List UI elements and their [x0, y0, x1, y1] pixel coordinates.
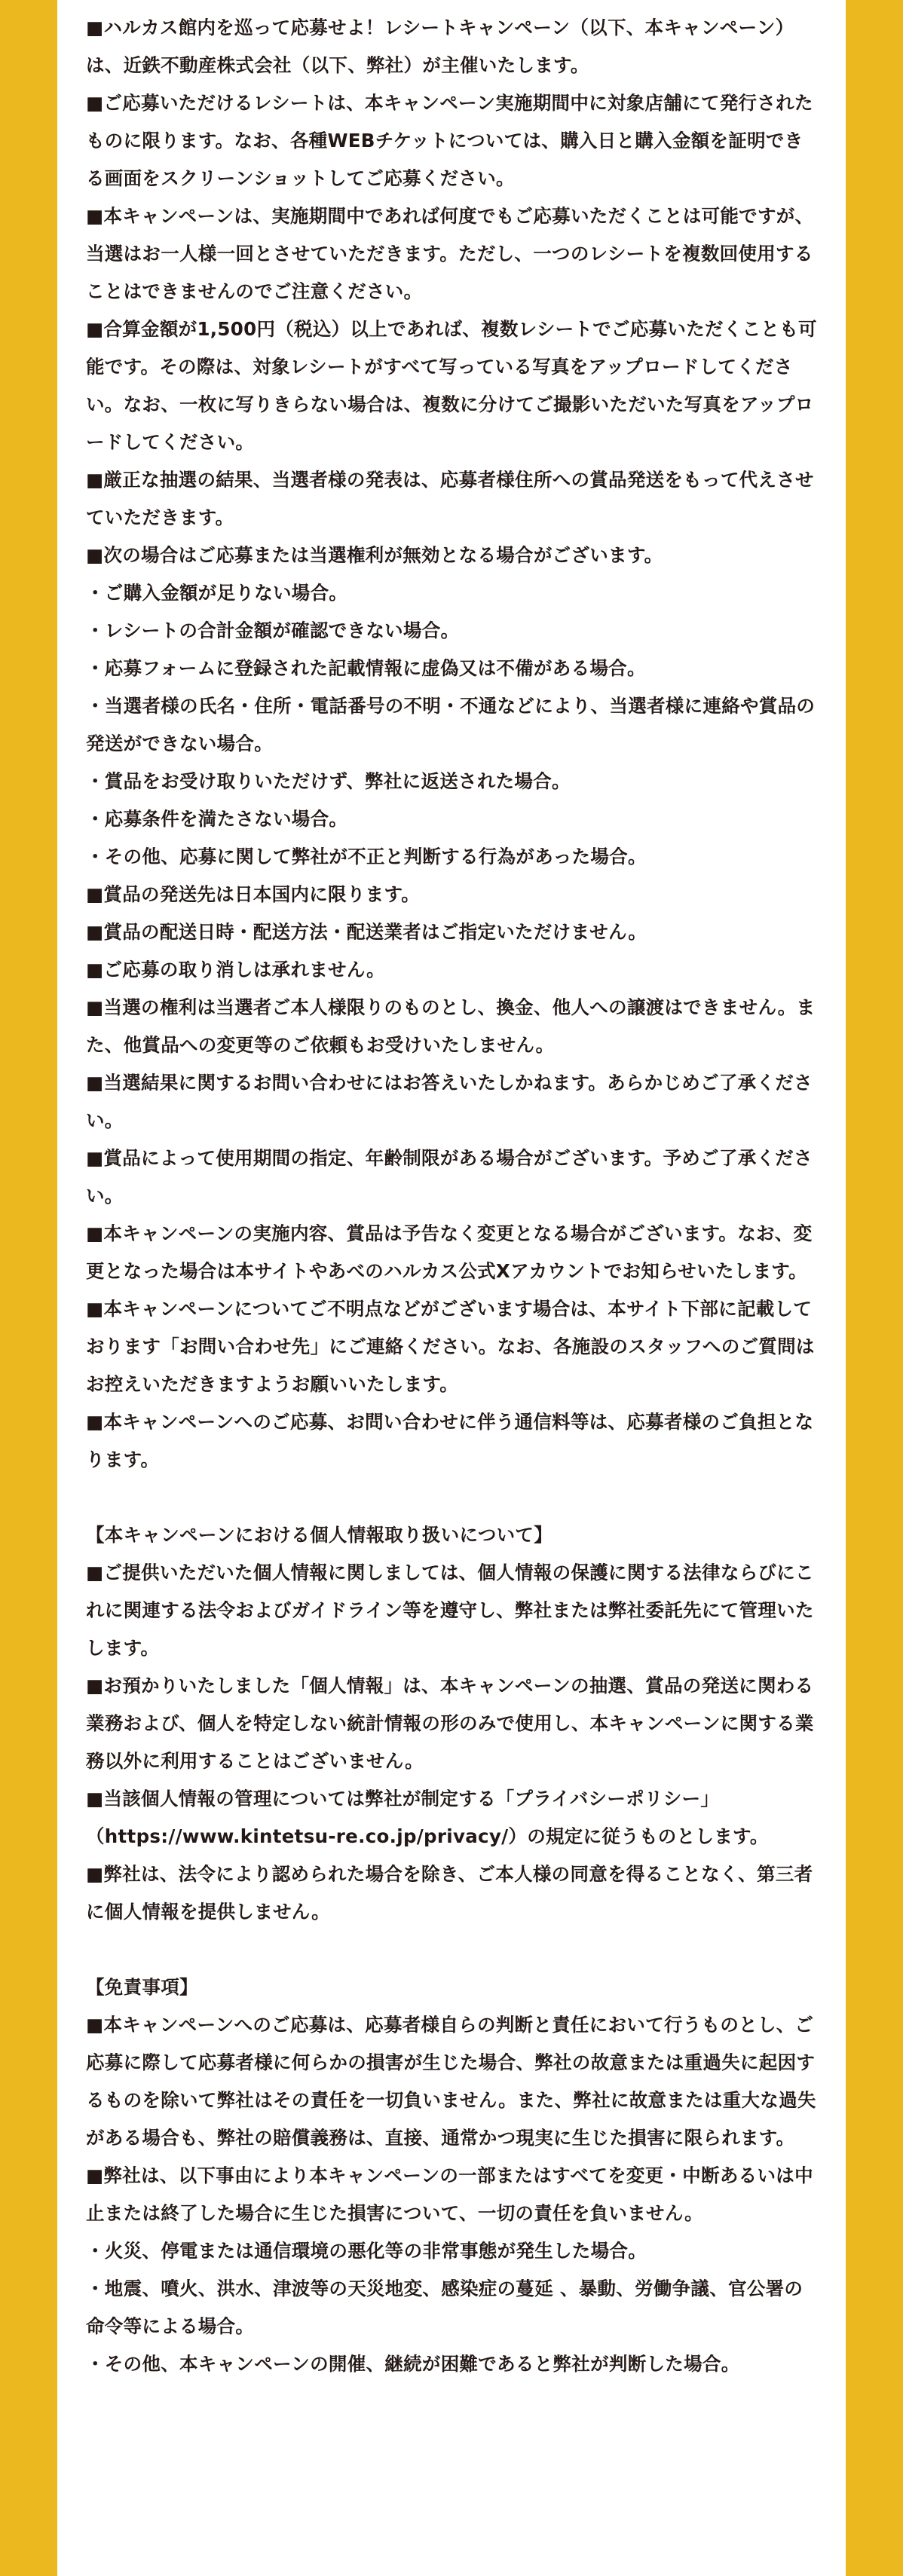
- invalid-condition-item: ・応募条件を満たさない場合。: [86, 808, 348, 830]
- disclaimer-section: [86, 1969, 817, 2383]
- rule-item: ■合算金額が1,500円（税込）以上であれば、複数レシートでご応募いただくことも可能です。その際は、対象レシートがすべて写っている写真をアップロードしてください。なお、一枚に写りきらない場合は、複数に分けてご撮影いただいた写真をアップロードしてください。: [86, 318, 817, 453]
- rule-item: ■賞品の発送先は日本国内に限ります。: [86, 883, 421, 905]
- rules-section: [86, 9, 817, 1479]
- rule-item: ■ご応募の取り消しは承れません。: [86, 959, 385, 981]
- rule-item: ■本キャンペーンへのご応募、お問い合わせに伴う通信料等は、応募者様のご負担となります。: [86, 1411, 814, 1470]
- privacy-item: ■当該個人情報の管理については弊社が制定する「プライバシーポリシー」（https://www.kintetsu-re.co.jp/privacy/）の規定に従うものとします。: [86, 1788, 769, 1847]
- privacy-heading: 【本キャンペーンにおける個人情報取り扱いについて】: [86, 1524, 553, 1546]
- rule-item: ■当選の権利は当選者ご本人様限りのものとし、換金、他人への譲渡はできません。また、他賞品への変更等のご依頼もお受けいたしません。: [86, 996, 816, 1056]
- invalid-condition-item: ・当選者様の氏名・住所・電話番号の不明・不通などにより、当選者様に連絡や賞品の発送ができない場合。: [86, 695, 816, 754]
- invalid-condition-item: ・レシートの合計金額が確認できない場合。: [86, 620, 460, 641]
- rule-item: ■ご応募いただけるレシートは、本キャンペーン実施期間中に対象店舗にて発行されたものに限ります。なお、各種WEBチケットについては、購入日と購入金額を証明できる画面をスクリーンショットしてご応募ください。: [86, 92, 813, 189]
- disclaimer-condition-item: ・火災、停電または通信環境の悪化等の非常事態が発生した場合。: [86, 2240, 647, 2262]
- disclaimer-condition-item: ・その他、本キャンペーンの開催、継続が困難であると弊社が判断した場合。: [86, 2353, 740, 2375]
- rule-item: ■本キャンペーンは、実施期間中であれば何度でもご応募いただくことは可能ですが、当選はお一人様一回とさせていただきます。ただし、一つのレシートを複数回使用することはできませんのでご注意ください。: [86, 205, 814, 302]
- disclaimer-item: ■本キャンペーンへのご応募は、応募者様自らの判断と責任において行うものとし、ご応募に際して応募者様に何らかの損害が生じた場合、弊社の故意または重過失に起因するものを除いて弊社はその責任を一切負いません。また、弊社に故意または重大な過失がある場合も、弊社の賠償義務は、直接、通常かつ現実に生じた損害に限られます。: [86, 2014, 816, 2149]
- rule-item: ■ハルカス館内を巡って応募せよ！レシートキャンペーン（以下、本キャンペーン）は、近鉄不動産株式会社（以下、弊社）が主催いたします。: [86, 17, 794, 76]
- invalid-condition-item: ・ご購入金額が足りない場合。: [86, 582, 348, 604]
- privacy-item: ■ご提供いただいた個人情報に関しましては、個人情報の保護に関する法律ならびにこれに関連する法令およびガイドライン等を遵守し、弊社または弊社委託先にて管理いたします。: [86, 1562, 814, 1659]
- disclaimer-condition-item: ・地震、噴火、洪水、津波等の天災地変、感染症の蔓延 、暴動、労働争議、官公署の命令等による場合。: [86, 2278, 804, 2337]
- rule-item: ■賞品によって使用期間の指定、年齢制限がある場合がございます。予めご了承ください。: [86, 1147, 813, 1207]
- rule-item: ■賞品の配送日時・配送方法・配送業者はご指定いただけません。: [86, 921, 647, 943]
- privacy-section: [86, 1516, 817, 1931]
- privacy-item: ■お預かりいたしました「個人情報」は、本キャンペーンの抽選、賞品の発送に関わる業務および、個人を特定しない統計情報の形のみで使用し、本キャンペーンに関する業務以外に利用することはございません。: [86, 1675, 814, 1772]
- disclaimer-heading: 【免責事項】: [86, 1976, 198, 1998]
- rule-item: ■次の場合はご応募または当選権利が無効となる場合がございます。: [86, 544, 663, 566]
- terms-panel: [57, 0, 846, 2576]
- invalid-condition-item: ・賞品をお受け取りいただけず、弊社に返送された場合。: [86, 770, 571, 792]
- privacy-item: ■弊社は、法令により認められた場合を除き、ご本人様の同意を得ることなく、第三者に個人情報を提供しません。: [86, 1863, 813, 1923]
- invalid-condition-item: ・応募フォームに登録された記載情報に虚偽又は不備がある場合。: [86, 657, 646, 679]
- rule-item: ■本キャンペーンの実施内容、賞品は予告なく変更となる場合がございます。なお、変更となった場合は本サイトやあべのハルカス公式Xアカウントでお知らせいたします。: [86, 1222, 813, 1282]
- rule-item: ■厳正な抽選の結果、当選者様の発表は、応募者様住所への賞品発送をもって代えさせていただきます。: [86, 469, 814, 528]
- rule-item: ■当選結果に関するお問い合わせにはお答えいたしかねます。あらかじめご了承ください。: [86, 1072, 813, 1131]
- terms-content: [86, 9, 817, 2383]
- disclaimer-item: ■弊社は、以下事由により本キャンペーンの一部またはすべてを変更・中断あるいは中止または終了した場合に生じた損害について、一切の責任を負いません。: [86, 2165, 813, 2224]
- rule-item: ■本キャンペーンについてご不明点などがございます場合は、本サイト下部に記載しております「お問い合わせ先」にご連絡ください。なお、各施設のスタッフへのご質問はお控えいただきますようお願いいたします。: [86, 1298, 815, 1395]
- invalid-condition-item: ・その他、応募に関して弊社が不正と判断する行為があった場合。: [86, 846, 647, 867]
